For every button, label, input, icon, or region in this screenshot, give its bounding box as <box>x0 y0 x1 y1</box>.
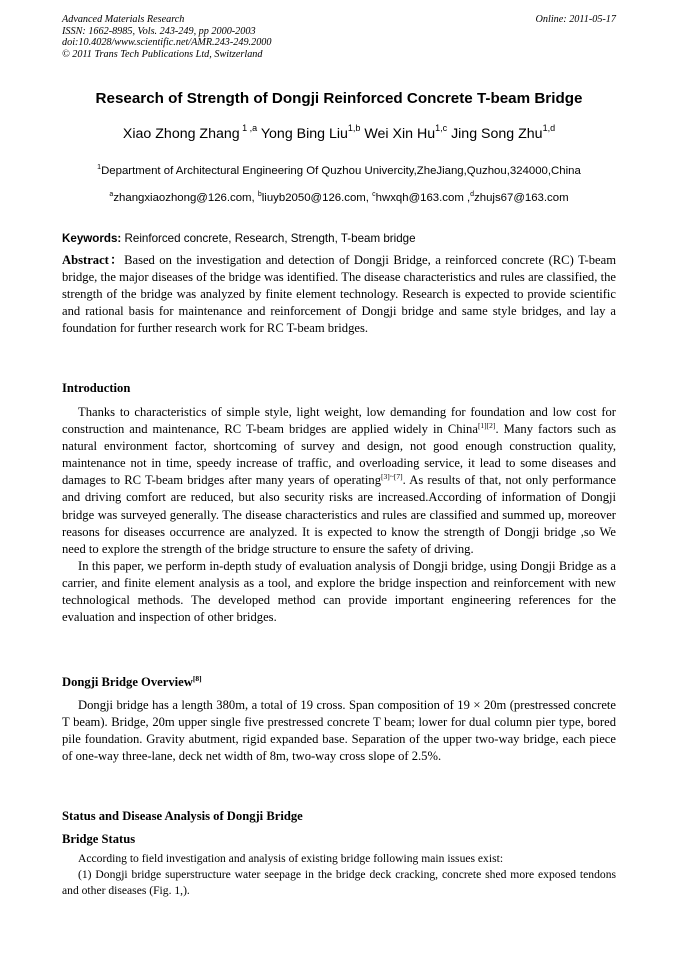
author-affil-sup: 1,b <box>347 123 361 133</box>
online-date: Online: 2011-05-17 <box>535 14 616 25</box>
keywords <box>62 232 616 245</box>
author-list <box>40 123 638 142</box>
author-name: Yong Bing Liu <box>260 126 348 142</box>
paragraph: According to field investigation and analysis of existing bridge following main issues exist: <box>78 852 504 865</box>
heading-text: Dongji Bridge Overview <box>62 675 193 689</box>
paragraph: Dongji bridge has a length 380m, a total of 19 cross. Span composition of 19 × 20m (prestressed concrete T beam). Bridge, 20m upper single five prestressed concrete T beam; lower for dual column pier type, bored pile foundation. Gravity abutment, rigid expanded base. Separation of the upper two-way bridge, each piece of one-way three-lane, deck net width of 8m, two-way cross slope of 2.5%. <box>62 698 616 764</box>
paragraph-text: . Many factors such as natural environment factor, shortcoming of survey and design, not good enough construction quality, maintenance not in time, speedy increase of traffic, and overloading service, it lead to some diseases and damages to RC T-beam bridges after many years of operating <box>62 422 616 488</box>
citation: [3]~[7] <box>381 472 403 482</box>
doi-line: doi:10.4028/www.scientific.net/AMR.243-249.2000 <box>62 37 272 49</box>
introduction-body <box>62 404 616 626</box>
issn-line: ISSN: 1662-8985, Vols. 243-249, pp 2000-2003 <box>62 25 256 37</box>
paper-title: Research of Strength of Dongji Reinforced Concrete T-beam Bridge <box>95 90 583 107</box>
email-list <box>40 192 638 204</box>
citation: [8] <box>192 674 202 683</box>
journal-name: Advanced Materials Research <box>62 14 185 25</box>
affiliation-sup: 1 <box>97 164 102 171</box>
email-sup: a <box>109 191 114 198</box>
affiliation-text: Department of Architectural Engineering Of Quzhou Univercity,ZheJiang,Quzhou,324000,China <box>101 165 581 177</box>
affiliation <box>40 165 638 177</box>
email-address: liuyb2050@126.com, <box>261 192 373 204</box>
email-address: hwxqh@163.com , <box>375 192 471 204</box>
section-heading-status: Status and Disease Analysis of Dongji Bridge <box>62 809 303 823</box>
email-address: zhujs67@163.com <box>474 192 569 204</box>
paragraph-text: . As results of that, not only performance and driving comfort are reduced, but also security risks are increased.According of information of Dongji bridge was surveyed generally. The disease characteristics and rules are classified and summed up, moreover reasons for diseases occurrence are analyzed. It is expected to know the strength of Dongji bridge ,so We need to explore the strength of the bridge structure to ensure the safety of driving. <box>62 473 616 556</box>
author-affil-sup: 1 ,a <box>239 123 258 133</box>
paragraph: (1) Dongji bridge superstructure water seepage in the bridge deck cracking, concrete shed more exposed tendons and other diseases (Fig. 1,). <box>62 868 616 897</box>
paragraph: In this paper, we perform in-depth study of evaluation analysis of Dongji bridge, using Dongji Bridge as a carrier, and finite element analysis as a tool, and explore the bridge inspection and reinforcement with new technological methods. The developed method can provide important engineering references for the evaluation and inspection of other bridges. <box>62 558 616 625</box>
paragraph <box>62 404 616 558</box>
section-heading-overview <box>62 675 202 690</box>
subsection-heading-bridge-status: Bridge Status <box>62 832 136 846</box>
copyright-line: © 2011 Trans Tech Publications Ltd, Switzerland <box>62 48 263 60</box>
citation: [1][2] <box>477 421 496 431</box>
email-sup: d <box>470 191 475 198</box>
keywords-text: Reinforced concrete, Research, Strength, T-beam bridge <box>121 232 416 245</box>
abstract-text: Based on the investigation and detection of Dongji Bridge, a reinforced concrete (RC) T-beam bridge, the major diseases of the bridge was identified. The disease characteristics and rules are classified, the strength of the bridge was analyzed by finite element technology. Research is expected to provide scientific and rational basis for maintenance and reinforcement of Dongji bridge and same style bridges, and lay a foundation for further research work for RC T-beam bridges. <box>62 253 616 336</box>
overview-body <box>62 697 616 765</box>
abstract-label: Abstract： <box>62 253 125 267</box>
author-affil-sup: 1,d <box>542 123 556 133</box>
section-heading-introduction: Introduction <box>62 381 131 395</box>
abstract <box>62 252 616 337</box>
author-name: Jing Song Zhu <box>451 126 543 142</box>
author-name: Wei Xin Hu <box>364 126 436 142</box>
status-body <box>62 851 616 899</box>
author-name: Xiao Zhong Zhang <box>122 126 240 142</box>
email-sup: c <box>372 191 376 198</box>
email-address: zhangxiaozhong@126.com, <box>113 192 258 204</box>
journal-header <box>62 14 616 60</box>
author-affil-sup: 1,c <box>435 123 448 133</box>
paragraph-text: Thanks to characteristics of simple style, light weight, low demanding for foundation and low cost for construction and maintenance, RC T-beam bridges are applied widely in China <box>62 405 616 437</box>
email-sup: b <box>257 191 262 198</box>
keywords-label: Keywords: <box>62 232 122 245</box>
